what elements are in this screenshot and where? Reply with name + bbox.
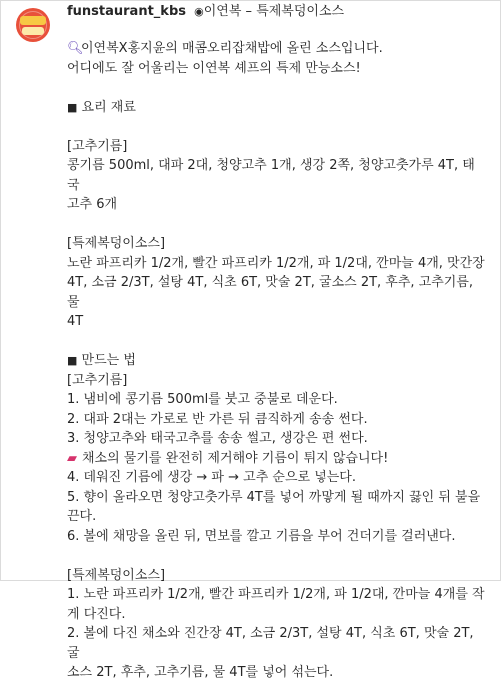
username-link[interactable]: funstaurant_kbs [67, 4, 186, 19]
subsection-label: [특제복덩이소스] [67, 567, 166, 583]
square-icon: ■ [67, 354, 78, 367]
step-line: 2. 볼에 다진 채소와 진간장 4T, 소금 2/3T, 설탕 4T, 식초 6T, 맛술 2T, 굴 [67, 626, 478, 661]
dumbbell-icon: ▰ [67, 450, 77, 466]
post-header [67, 3, 497, 21]
ingredient-line: 4T, 소금 2/3T, 설탕 4T, 식초 6T, 맛술 2T, 굴소스 2T, 후추, 고추기름, 물 [67, 275, 478, 310]
ingredient-line: 노란 파프리카 1/2개, 빨간 파프리카 1/2개, 파 1/2대, 깐마늘 4개, 맛간장 [67, 255, 485, 271]
subsection-label: [고추기름] [67, 138, 128, 154]
subsection-label: [고추기름] [67, 372, 128, 388]
step-line: 1. 냄비에 콩기름 500ml를 붓고 중불로 데운다. [67, 392, 338, 407]
ingredient-line: 4T [67, 314, 84, 329]
ingredient-line: 콩기름 500ml, 대파 2대, 청양고추 1개, 생강 2쪽, 청양고춧가루 4T, 태국 [67, 158, 475, 193]
logo-shape-bottom [22, 27, 44, 35]
intro-text: 이연복X홍지윤의 매콤오리잡채밥에 올린 소스입니다. [81, 41, 383, 56]
caption-line [67, 39, 487, 59]
step-line: 6. 볼에 채망을 올린 뒤, 면보를 깔고 기름을 부어 건더기를 걸러낸다. [67, 528, 456, 544]
post-title: 이연복 – 특제복덩이소스 [203, 4, 345, 19]
step-line: 끈다. [67, 509, 97, 524]
ingredient-line: 고추 6개 [67, 197, 118, 212]
caption [67, 39, 487, 683]
blank-line [67, 332, 487, 352]
warning-line [67, 449, 487, 469]
ingredients-heading: 요리 재료 [81, 99, 136, 115]
step-line: 소스 2T, 후추, 고추기름, 물 4T를 넣어 섞는다. [67, 665, 334, 680]
step-line: 4. 데워진 기름에 생강 → 파 → 고추 순으로 넣는다. [67, 470, 356, 485]
section-heading [67, 98, 487, 118]
step-line: 게 다진다. [67, 606, 126, 622]
step-line: 2. 대파 2대는 가로로 반 가른 뒤 큼직하게 송송 썬다. [67, 411, 368, 427]
square-icon: ■ [67, 100, 78, 114]
warning-text: 채소의 물기를 완전히 제거해야 기름이 튀지 않습니다! [82, 450, 389, 466]
avatar[interactable] [16, 8, 50, 42]
method-heading: 만드는 법 [81, 353, 136, 368]
magnifier-icon: 🔍︎ [67, 41, 84, 56]
step-line: 3. 청양고추와 태국고추를 송송 썰고, 생강은 편 썬다. [67, 431, 368, 446]
step-line: 5. 향이 올라오면 청양고춧가루 4T를 넣어 까맣게 될 때까지 끓인 뒤 불을 [67, 489, 481, 505]
blank-line [67, 78, 487, 98]
subsection-label: [특제복덩이소스] [67, 236, 166, 251]
step-line: 1. 노란 파프리카 1/2개, 빨간 파프리카 1/2개, 파 1/2대, 깐마늘 4개를 작 [67, 587, 485, 602]
eye-icon: ◉ [194, 5, 204, 18]
caption-line: 어디에도 잘 어울리는 이연복 셰프의 특제 만능소스! [67, 60, 361, 76]
blank-line [67, 117, 487, 137]
logo-shape-top [20, 16, 46, 25]
section-heading [67, 351, 487, 371]
blank-line [67, 215, 487, 235]
blank-line [67, 546, 487, 566]
